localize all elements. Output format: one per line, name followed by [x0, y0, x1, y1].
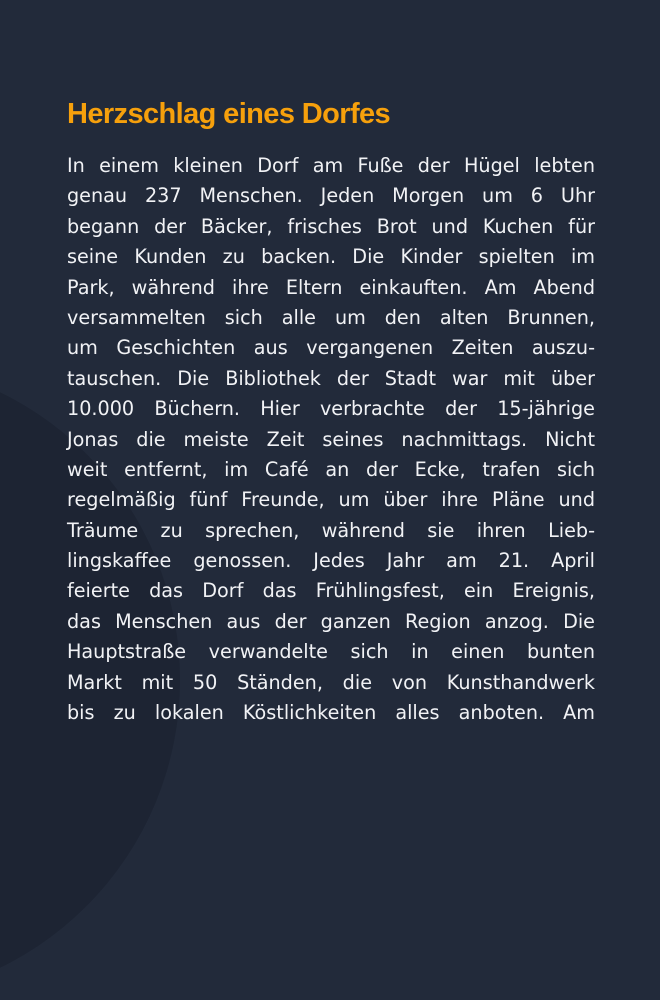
body-line: Hauptstraße verwandelte sich in einen bunten — [67, 640, 595, 664]
body-line: versammelten sich alle um den alten Brunnen, — [67, 305, 595, 329]
body-line: regelmäßig fünf Freunde, um über ihre Pläne und — [67, 488, 595, 512]
body-line: Markt mit 50 Ständen, die von Kunsthandwerk — [67, 670, 595, 694]
body-line: feierte das Dorf das Frühlingsfest, ein Ereignis, — [67, 579, 595, 603]
article-title: Herzschlag eines Dorfes — [67, 98, 391, 130]
body-line: Park, während ihre Eltern einkauften. Am Abend — [67, 275, 595, 299]
body-line: tauschen. Die Bibliothek der Stadt war mit über — [67, 366, 595, 390]
body-line: bis zu lokalen Köstlichkeiten alles anboten. Am — [67, 701, 595, 725]
body-line: In einem kleinen Dorf am Fuße der Hügel lebten — [67, 154, 595, 177]
body-line: das Menschen aus der ganzen Region anzog. Die — [67, 609, 595, 633]
body-line: genau 237 Menschen. Jeden Morgen um 6 Uhr — [67, 184, 595, 208]
article — [67, 96, 595, 728]
body-line: Jonas die meiste Zeit seines nachmittags. Nicht — [67, 427, 595, 451]
body-line: weit entfernt, im Café an der Ecke, trafen sich — [67, 457, 595, 481]
body-line: um Geschichten aus vergangenen Zeiten auszu- — [67, 336, 595, 360]
body-line: 10.000 Büchern. Hier verbrachte der 15-jährige — [67, 397, 595, 421]
body-line: Träume zu sprechen, während sie ihren Lieb- — [67, 518, 595, 542]
body-line: begann der Bäcker, frisches Brot und Kuchen für — [67, 214, 595, 238]
body-line: seine Kunden zu backen. Die Kinder spielten im — [67, 245, 595, 269]
body-line: lingskaffee genossen. Jedes Jahr am 21. April — [67, 549, 595, 573]
article-body — [67, 151, 595, 728]
